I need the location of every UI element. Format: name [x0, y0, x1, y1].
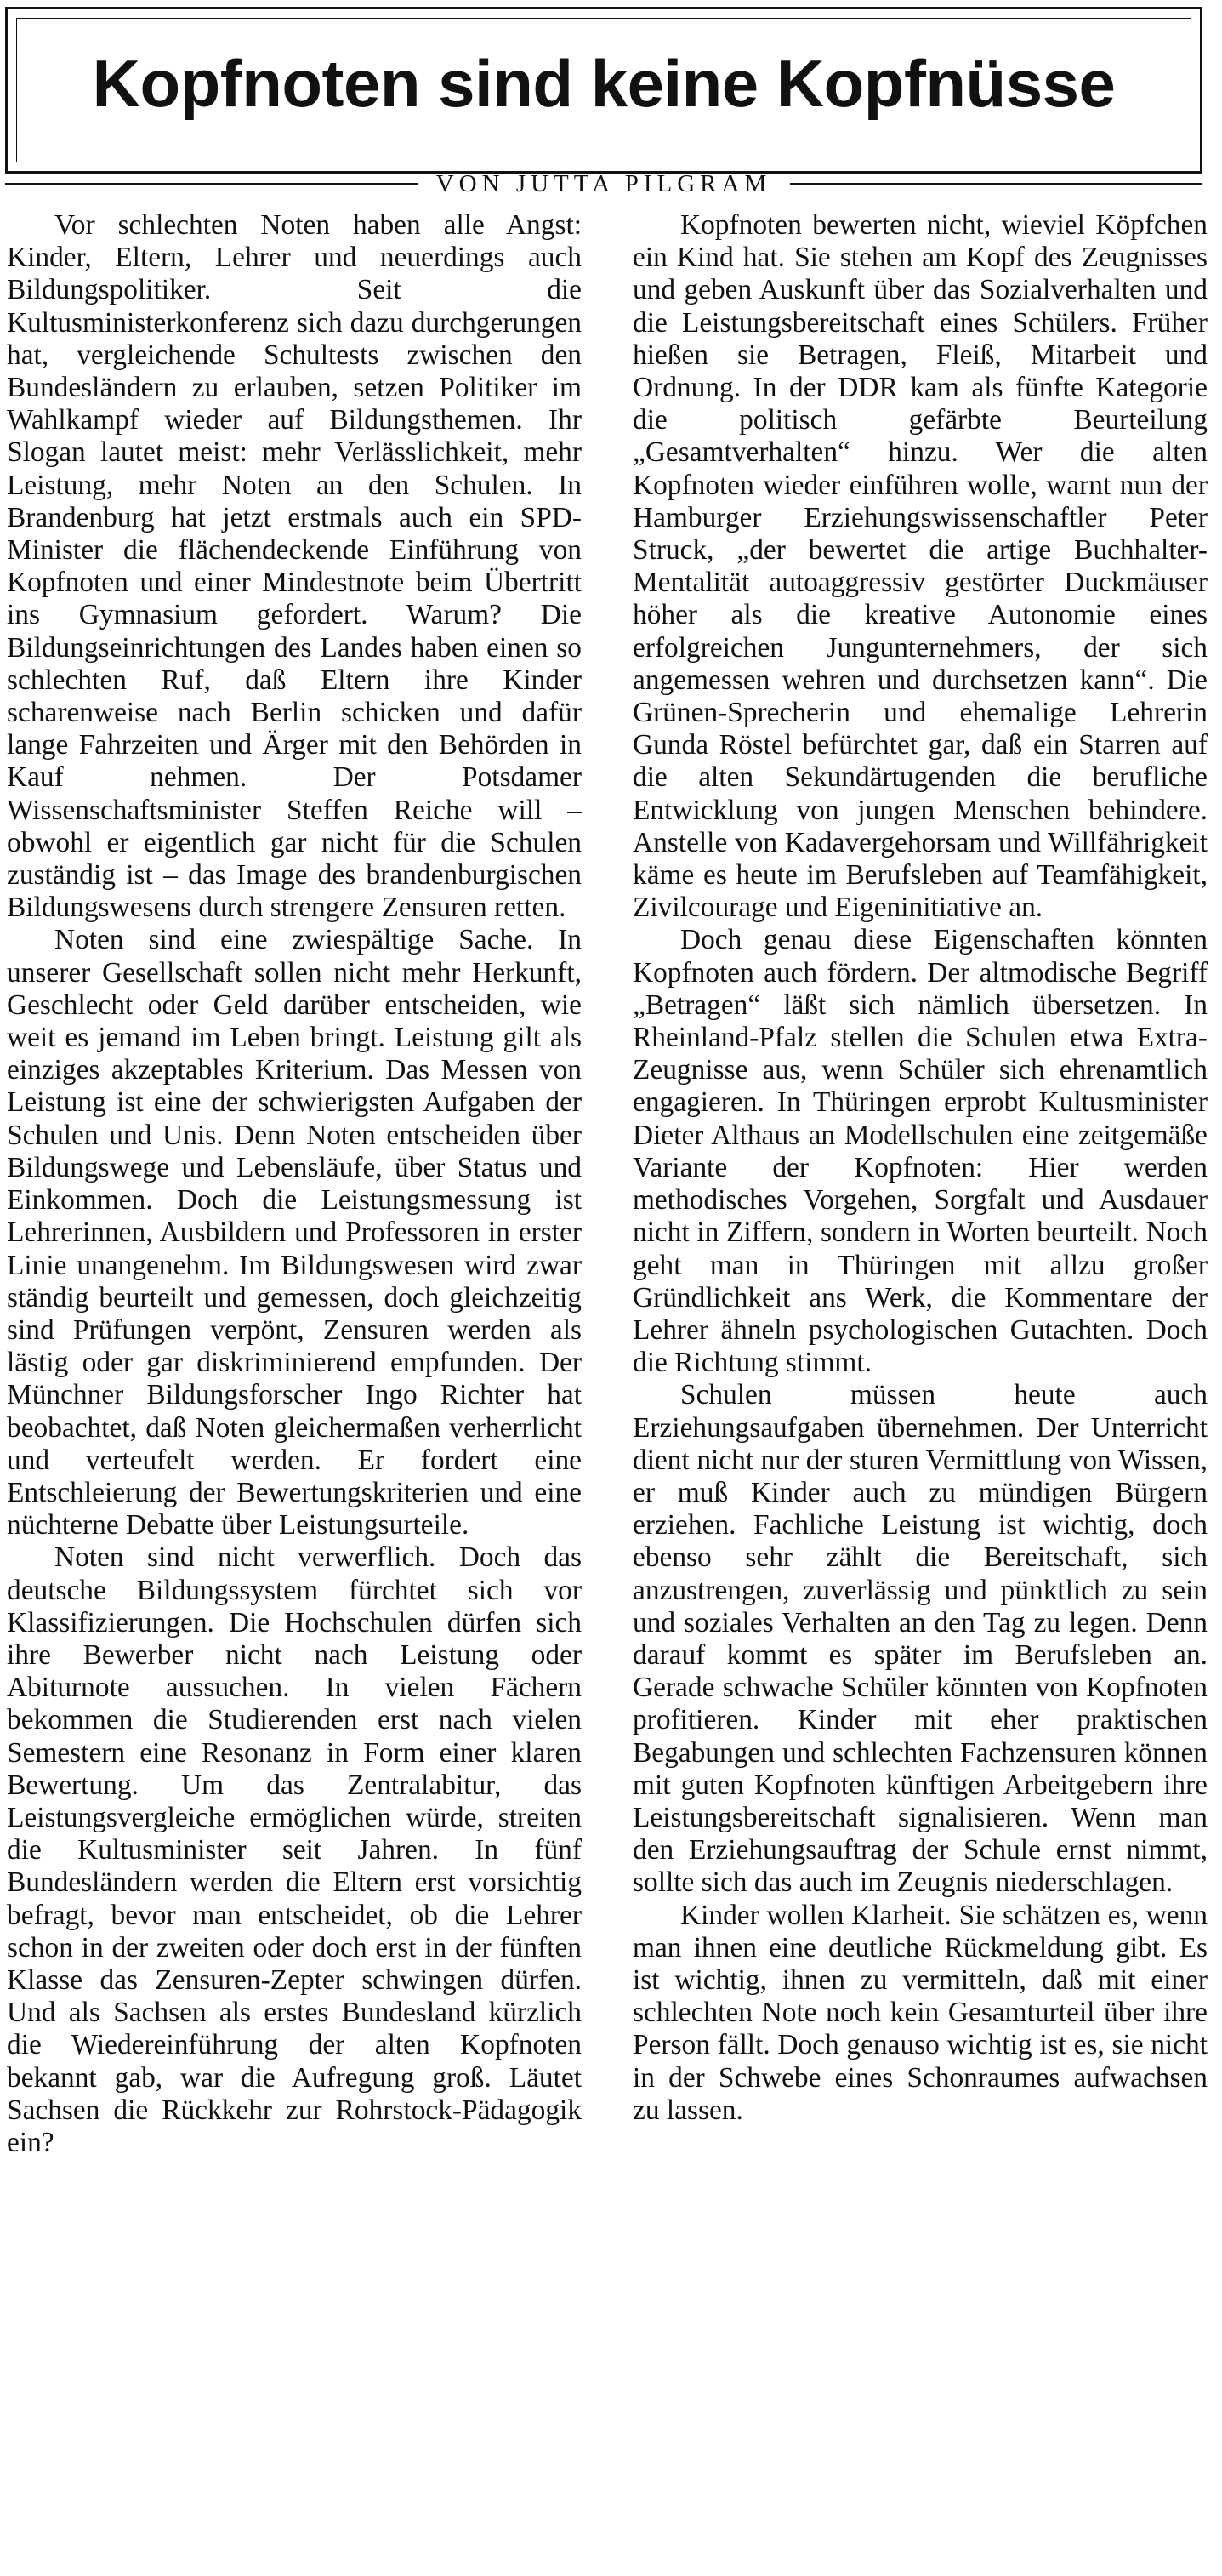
- article-paragraph: Noten sind eine zwiespältige Sache. In unserer Gesellschaft sollen nicht mehr Herkunft, Geschlecht oder Geld darüber entscheiden, wie weit es jemand im Leben bringt. Leistung gilt als einziges akzeptables Kriterium. Das Messen von Leistung ist eine der schwierigsten Aufgaben der Schulen und Unis. Denn Noten entscheiden über Bildungswege und Lebensläufe, über Status und Einkommen. Doch die Leistungsmessung ist Lehrerinnen, Ausbildern und Professoren in erster Linie unangenehm. Im Bildungswesen wird zwar ständig beurteilt und gemessen, doch gleichzeitig sind Prüfungen verpönt, Zensuren werden als lästig oder gar diskriminierend empfunden. Der Münchner Bildungsforscher Ingo Richter hat beobachtet, daß Noten gleichermaßen verherrlicht und verteufelt werden. Er fordert eine Entschleierung der Bewertungskriterien und eine nüchterne Debatte über Leistungsurteile.: [7, 924, 582, 1542]
- byline-rule-right: [790, 183, 1202, 185]
- article-column-right: [633, 209, 1208, 2566]
- headline: Kopfnoten sind keine Kopfnüsse: [92, 46, 1116, 121]
- article-paragraph: Kinder wollen Klarheit. Sie schätzen es, wenn man ihnen eine deutliche Rückmeldung gibt. Es ist wichtig, ihnen zu vermitteln, daß mit einer schlechten Note noch kein Gesamturteil über ihre Person fällt. Doch genauso wichtig ist es, sie nicht in der Schwebe eines Schonraumes aufwachsen zu lassen.: [633, 1899, 1208, 2126]
- article-paragraph: Doch genau diese Eigenschaften könnten Kopfnoten auch fördern. Der altmodische Begriff „Betragen“ läßt sich nämlich übersetzen. In Rheinland-Pfalz stellen die Schulen etwa Extra-Zeugnisse aus, wenn Schüler sich ehrenamtlich engagieren. In Thüringen erprobt Kultusminister Dieter Althaus an Modellschulen eine zeitgemäße Variante der Kopfnoten: Hier werden methodisches Vorgehen, Sorgfalt und Ausdauer nicht in Ziffern, sondern in Worten beurteilt. Noch geht man in Thüringen mit allzu großer Gründlichkeit ans Werk, die Kommentare der Lehrer ähneln psychologischen Gutachten. Doch die Richtung stimmt.: [633, 924, 1208, 1379]
- article-column-left: [7, 209, 582, 2566]
- article-paragraph: Kopfnoten bewerten nicht, wieviel Köpfchen ein Kind hat. Sie stehen am Kopf des Zeugnisses und geben Auskunft über das Sozialverhalten und die Leistungsbereitschaft eines Schülers. Früher hießen sie Betragen, Fleiß, Mitarbeit und Ordnung. In der DDR kam als fünfte Kategorie die politisch gefärbte Beurteilung „Gesamtverhalten“ hinzu. Wer die alten Kopfnoten wieder einführen wolle, warnt nun der Hamburger Erziehungswissenschaftler Peter Struck, „der bewertet die artige Buchhalter-Mentalität autoaggressiv gestörter Duckmäuser höher als die kreative Autonomie eines erfolgreichen Jungunternehmers, der sich angemessen wehren und durchsetzen kann“. Die Grünen-Sprecherin und ehemalige Lehrerin Gunda Röstel befürchtet gar, daß ein Starren auf die alten Sekundärtugenden die berufliche Entwicklung von jungen Menschen behindere. Anstelle von Kadavergehorsam und Willfährigkeit käme es heute im Berufsleben auf Teamfähigkeit, Zivilcourage und Eigeninitiative an.: [633, 209, 1208, 924]
- byline: VON JUTTA PILGRAM: [435, 169, 772, 197]
- byline-row: [5, 168, 1202, 199]
- article-paragraph: Vor schlechten Noten haben alle Angst: Kinder, Eltern, Lehrer und neuerdings auch Bildungspolitiker. Seit die Kultusministerkonferenz sich dazu durchgerungen hat, vergleichende Schultests zwischen den Bundesländern zu erlauben, setzen Politiker im Wahlkampf wieder auf Bildungsthemen. Ihr Slogan lautet meist: mehr Verlässlichkeit, mehr Leistung, mehr Noten an den Schulen. In Brandenburg hat jetzt erstmals auch ein SPD-Minister die flächendeckende Einführung von Kopfnoten und einer Mindestnote beim Übertritt ins Gymnasium gefordert. Warum? Die Bildungseinrichtungen des Landes haben einen so schlechten Ruf, daß Eltern ihre Kinder scharenweise nach Berlin schicken und dafür lange Fahrzeiten und Ärger mit den Behörden in Kauf nehmen. Der Potsdamer Wissenschaftsminister Steffen Reiche will – obwohl er eigentlich gar nicht für die Schulen zuständig ist – das Image des brandenburgischen Bildungswesens durch strengere Zensuren retten.: [7, 209, 582, 924]
- byline-rule-left: [5, 183, 418, 185]
- headline-frame: [5, 7, 1202, 174]
- article-paragraph: Noten sind nicht verwerflich. Doch das deutsche Bildungssystem fürchtet sich vor Klassifizierungen. Die Hochschulen dürfen sich ihre Bewerber nicht nach Leistung oder Abiturnote aussuchen. In vielen Fächern bekommen die Studierenden erst nach vielen Semestern eine Resonanz in Form einer klaren Bewertung. Um das Zentralabitur, das Leistungsvergleiche ermöglichen würde, streiten die Kultusminister seit Jahren. In fünf Bundesländern werden die Eltern erst vorsichtig befragt, bevor man entscheidet, ob die Lehrer schon in der zweiten oder doch erst in der fünften Klasse das Zensuren-Zepter schwingen dürfen. Und als Sachsen als erstes Bundesland kürzlich die Wiedereinführung der alten Kopfnoten bekannt gab, war die Aufregung groß. Läutet Sachsen die Rückkehr zur Rohrstock-Pädagogik ein?: [7, 1542, 582, 2158]
- article-paragraph: Schulen müssen heute auch Erziehungsaufgaben übernehmen. Der Unterricht dient nicht nur der sturen Vermittlung von Wissen, er muß Kinder auch zu mündigen Bürgern erziehen. Fachliche Leistung ist wichtig, doch ebenso sehr zählt die Bereitschaft, sich anzustrengen, zuverlässig und pünktlich zu sein und soziales Verhalten an den Tag zu legen. Denn darauf kommt es später im Berufsleben an. Gerade schwache Schüler könnten von Kopfnoten profitieren. Kinder mit eher praktischen Begabungen und schlechten Fachzensuren können mit guten Kopfnoten künftigen Arbeitgebern ihre Leistungsbereitschaft signalisieren. Wenn man den Erziehungsauftrag der Schule ernst nimmt, sollte sich das auch im Zeugnis niederschlagen.: [633, 1379, 1208, 1899]
